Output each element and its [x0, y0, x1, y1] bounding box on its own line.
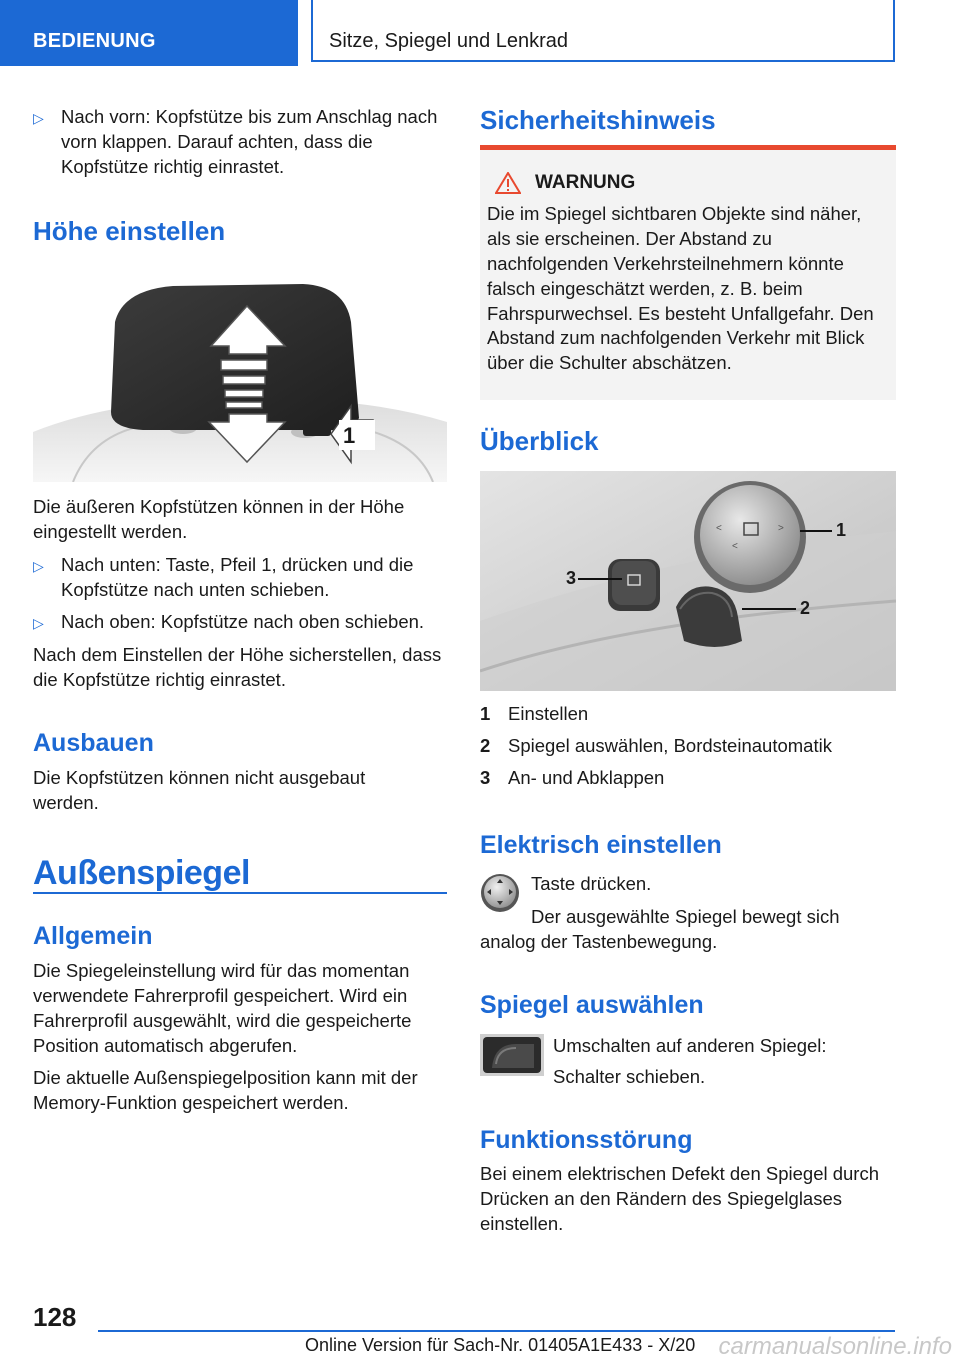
section-tab: BEDIENUNG: [0, 0, 298, 66]
heading-ausbauen: Ausbauen: [33, 729, 154, 757]
svg-text:<: <: [716, 523, 722, 534]
legend-item: [480, 702, 896, 734]
paragraph-auswaehlen-2: Schalter schieben.: [553, 1066, 706, 1087]
paragraph-allgemein-1: Die Spiegeleinstellung wird für das momentan verwendete Fahrerprofil gespeichert. Wird ein Fahrerprofil ausgewählt, wird die gespeicherte Position automatisch abgerufen.: [33, 960, 412, 1056]
heading-allgemein: Allgemein: [33, 922, 153, 950]
footer-online-version: Online Version für Sach-Nr. 01405A1E433 - X/20: [305, 1335, 696, 1355]
paragraph-hoehe: Die äußeren Kopfstützen können in der Höhe eingestellt werden.: [33, 496, 405, 542]
figure-legend: [480, 702, 896, 798]
legend-number: 1: [480, 703, 491, 724]
bullet-triangle-icon: ▷: [33, 110, 44, 126]
list-item: [33, 553, 447, 603]
legend-number: 3: [480, 767, 491, 788]
paragraph-elektrisch-1: Taste drücken.: [531, 873, 652, 894]
warning-text: Die im Spiegel sichtbaren Objekte sind näher, als sie erscheinen. Der Abstand zu nachfolgenden Verkehrsteilnehmern könnte falsch eingeschätzt werden, z. B. beim Fahrspurwechsel. Es besteht Unfallgefahr. Den Abstand zum nachfolgenden Verkehr mit Blick über die Schulter abschätzen.: [487, 202, 874, 374]
list-item: [33, 105, 447, 180]
chapter-title: Sitze, Spiegel und Lenkrad: [311, 0, 895, 62]
paragraph-auswaehlen-1: Umschalten auf anderen Spiegel:: [553, 1035, 827, 1056]
bullet-text: Nach unten: Taste, Pfeil 1, drücken und die Kopfstütze nach unten schieben.: [61, 554, 414, 600]
paragraph-funktionsstoerung: Bei einem elektrischen Defekt den Spiegel durch Drücken an den Rändern des Spiegelglases einstellen.: [480, 1163, 880, 1234]
heading-sicherheitshinweis: Sicherheitshinweis: [480, 105, 716, 135]
svg-text:<: <: [732, 541, 738, 552]
legend-item: [480, 766, 896, 798]
legend-text: Spiegel auswählen, Bordsteinautomatik: [508, 735, 832, 756]
warning-box: [480, 150, 896, 400]
paragraph-hoehe-2: Nach dem Einstellen der Höhe sicherstellen, dass die Kopfstütze richtig einrastet.: [33, 644, 442, 690]
mirror-switch-illustration: [480, 471, 896, 691]
page-header: [0, 0, 960, 66]
warning-triangle-icon: [495, 172, 521, 194]
paragraph-ausbauen: Die Kopfstützen können nicht ausgebaut werden.: [33, 767, 366, 813]
legend-number: 2: [480, 735, 491, 756]
mirror-select-switch-icon: [480, 1034, 544, 1076]
legend-item: [480, 734, 896, 766]
bullet-text: Nach oben: Kopfstütze nach oben schieben.: [61, 611, 425, 632]
heading-spiegel-auswaehlen: Spiegel auswählen: [480, 991, 704, 1019]
watermark: carmanualsonline.info: [718, 1333, 952, 1360]
heading-ueberblick: Überblick: [480, 426, 599, 456]
headrest-illustration: [33, 282, 447, 482]
figure-callout-1: 1: [836, 520, 847, 540]
svg-text:>: >: [778, 523, 784, 534]
warning-header: [495, 170, 888, 196]
page-number: 128: [33, 1302, 77, 1332]
paragraph-elektrisch-2: Der ausgewählte Spiegel bewegt sich analog der Tastenbewegung.: [480, 906, 840, 952]
list-item: [33, 610, 447, 635]
headrest-figure: [33, 282, 447, 482]
heading-elektrisch-einstellen: Elektrisch einstellen: [480, 831, 722, 859]
bullet-triangle-icon: ▷: [33, 558, 44, 574]
heading-hoehe-einstellen: Höhe einstellen: [33, 216, 226, 246]
legend-text: Einstellen: [508, 703, 589, 724]
mirror-switch-figure: [480, 471, 896, 691]
bullet-text: Nach vorn: Kopfstütze bis zum Anschlag nach vorn klappen. Darauf achten, dass die Kopfstütze richtig einrastet.: [61, 106, 438, 177]
heading-aussenspiegel: Außenspiegel: [33, 854, 250, 892]
figure-callout-1: 1: [343, 423, 356, 448]
heading-funktionsstoerung: Funktionsstörung: [480, 1126, 693, 1154]
section-divider: [33, 892, 447, 894]
warning-title: WARNUNG: [535, 172, 636, 193]
figure-callout-2: 2: [800, 598, 811, 618]
figure-callout-3: 3: [566, 568, 577, 588]
bullet-triangle-icon: ▷: [33, 615, 44, 631]
paragraph-allgemein-2: Die aktuelle Außenspiegelposition kann mit der Memory-Funktion gespeichert werden.: [33, 1067, 418, 1113]
legend-text: An- und Abklappen: [508, 767, 665, 788]
